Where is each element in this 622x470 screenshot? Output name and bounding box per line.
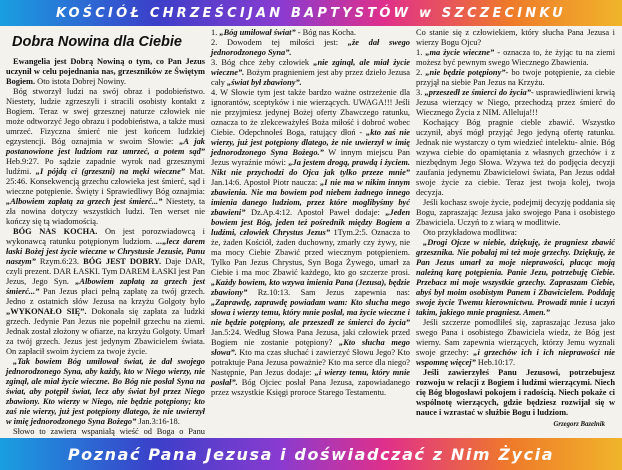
body-text: Oto istota Dobrej Nowiny. xyxy=(35,77,126,87)
body-text: 2. xyxy=(416,68,426,77)
body-text: Mat. 25:46. Konsekwencją grzechu człowieka jest śmierć, sąd i wieczne potępienie. Święty i Sprawiedliwy Bóg oznajmia: xyxy=(6,167,205,197)
body-text: Jan.3:16-18. xyxy=(136,417,180,427)
footer-slogan: Poznać Pana Jezusa i doświadczać z Nim Życia xyxy=(67,444,555,464)
article-heading: Dobra Nowina dla Ciebie xyxy=(12,34,182,50)
body-text: Bóg stworzył ludzi na swój obraz i podobieństwo. Niestety, ludzie zgrzeszyli i stracili osobisty kontakt z Bogiem. Teraz w swej grzesznej naturze człowiek nie może odtworzyć Jego obrazu i podobieństwa, a także musi umrzeć. Fizyczna śmierć nie jest końcem ludzkiej egzystencji. Bóg oznajmia w swoim Słowie: xyxy=(6,87,205,147)
body-text: Co stanie się z człowiekiem, który słucha Pana Jezusa i wierzy Bogu Ojcu? xyxy=(416,28,615,47)
emphasis-text: „Albowiem zapłatą za grzech jest śmierć...” xyxy=(6,277,205,297)
paragraph xyxy=(416,238,615,318)
body-text: Oto przykładowa modlitwa: xyxy=(423,228,517,237)
body-text: Heb.10:17. xyxy=(475,358,516,367)
body-text: Słowo to zawiera wspaniałą wieść od Boga o Panu xyxy=(13,427,205,437)
bold-text: Ewangelia jest Dobrą Nowiną o tym, co Pan Jezus uczynił w celu pojednania nas, grzeszników ze Świętym Bogiem. xyxy=(6,57,205,87)
body-text: 1. xyxy=(416,48,426,57)
paragraph xyxy=(416,228,615,238)
header-banner xyxy=(0,0,622,26)
body-text: Bożym pragnieniem jest aby przez dzieło Jezusa cały xyxy=(211,68,410,87)
body-text: Jeśli kochasz swoje życie, podejmij decyzję poddania się Bogu, zapraszając Jezusa jako swojego Pana i osobistego Zbawiciela. Uczyń to z wiarą w modlitwie. xyxy=(416,198,615,227)
emphasis-text: „Ja jestem drogą, prawdą i życiem. Nikt nie przychodzi do Ojca jak tylko przeze mnie” xyxy=(211,158,410,177)
body-text: Rzym.6:23. xyxy=(35,257,84,267)
column-3 xyxy=(416,28,615,436)
body-text: 1. xyxy=(211,28,220,37)
body-text: - usprawiedliwieni krwią Jezusa wierzący w Niego, przechodzą przez śmierć do Wiecznego Życia z NIM. Alleluja!!! xyxy=(416,88,615,117)
emphasis-text: „i grzechów ich i ich nieprawości nie wspomnę więcej” xyxy=(416,348,615,367)
emphasis-text: „nie zginął, ale miał życie wieczne”. xyxy=(211,58,410,77)
body-text: 4. W Słowie tym jest także bardzo ważne ostrzeżenie dla ignorantów, sceptyków i nie wierzących. UWAGA!!! Jeśli nie przyjmiesz jedynej Bożej oferty Zbawczego ratunku, oznacza to że zlekceważyłeś Boża miłość i dobroć wobec Ciebie. Odepchnołeś Boga, ratujący dłoń - xyxy=(211,88,410,137)
paragraph xyxy=(6,57,205,87)
body-text: Pan Jezus płaci pełną zapłatę za twój grzech. Jedno z ostatnich słów Jezusa na krzyżu Golgoty było xyxy=(6,287,205,307)
body-text: Bóg Ojciec posłał Pana Jezusa, zapowiadanego przez wszystkie Księgi proroce Starego Testamentu. xyxy=(211,378,410,397)
bold-text: Jeśli zawierzyłeś Panu Jezusowi, potrzebujesz rozwoju w relacji z Bogiem i ludźmi wierzącymi. Niech cię Bóg błogosławi pokojem i radością. Niech pokaże ci wspólnotę wierzących, gdzie będziesz rozwijał się w nauce i wzrastać w służbie Bogu i ludziom. xyxy=(416,368,615,417)
paragraph xyxy=(211,58,410,88)
paragraph xyxy=(416,368,615,418)
paragraph xyxy=(416,88,615,118)
body-text: W innym miejscu Pan Jezus wyraźnie mówi: xyxy=(211,148,410,167)
paragraph xyxy=(6,227,205,357)
emphasis-text: ...„lecz darem łaski Bożej jest życie wieczne w Chrystusie Jezusie, Panu naszym” xyxy=(6,237,205,267)
emphasis-text: „I nie ma w nikim innym zbawienia. Nie ma bowiem pod niebem żadnego innego imienia danego ludziom, przez które moglibyśmy być zbawieni” xyxy=(211,178,410,217)
emphasis-text: „Bóg umiłował świat” xyxy=(219,28,296,37)
body-text: On jest porozwiadowcą i wykonawcą ratunku potępionym ludziom. xyxy=(6,227,205,247)
column-1 xyxy=(6,28,205,436)
body-text: Jan.14:6. Apostoł Piotr naucza: xyxy=(211,178,321,187)
paragraph xyxy=(416,48,615,68)
emphasis-text: „kto zaś nie wierzy, już jest potępiony dlatego, że nie uwierzył w imię jednorodzonego Syna Bożego.” xyxy=(211,128,410,157)
emphasis-text: „Kto słucha mego słowa”. xyxy=(211,338,410,357)
body-text: 3. Bóg chce żeby człowiek xyxy=(211,58,314,67)
emphasis-text: „świat był zbawiony”. xyxy=(227,78,302,87)
body-text: Kto ma czas słuchać i zawierzyć Słowu Jego? Kto potraktuje Pana Jezusa poważnie? Kto ma serce dla niego? Następnie, Pan Jezus dodaje: xyxy=(211,348,410,377)
footer-banner xyxy=(0,438,622,470)
body-text: Rz.10:13. Sam Jezus zapewnia nas: xyxy=(247,288,410,297)
paragraph xyxy=(211,28,410,38)
emphasis-text: „I pójdą ci (grzeszni) na męki wieczne” xyxy=(35,167,185,177)
body-text: 3. xyxy=(416,88,425,97)
paragraph xyxy=(416,68,615,88)
emphasis-text: „Drogi Ojcze w niebie, dziękuję, że pragniesz zbawić grzesznika. Nie pobałaj mi też moje grzechy. Dziękuję, że Pan Jezus umarł za moje nieprawości, płacąc moją należną karę potępienia. Panie Jezu, potrzebuję Ciebie. Przebacz mi moje wszystkie grzechy. Zapraszam Ciebie, abyś był moim osobistym Panem i Zbawicielem. Poddaję swoje życie Twemu kierownictwu. Prowadź mnie i uczyń takim, jakiego mnie pragniesz. Amen.” xyxy=(416,238,615,317)
body-text: Dokonała się zapłata za ludzki grzech. Jedynie Pan Jezus nie popełnił grzechu na ziemi. Jednak został złożony w ofiarze, na krzyżu Golgoty. Umarł za twój grzech. Jezus jest jedynym Zbawicielem świata. On zapłacił swoim życiem za twoje życie. xyxy=(6,307,205,357)
bold-text: „WYKONAŁO SIĘ”. xyxy=(6,307,87,317)
paragraph xyxy=(211,88,410,398)
body-text: - oznacza to, że żyjąc tu na ziemi możesz być pewnym swego Wiecznego Zbawienia. xyxy=(416,48,616,67)
emphasis-text: „nie będzie potępiony” xyxy=(425,68,506,77)
body-text: - bo twoje potępienie, za ciebie przyjął na siebie Pan Jezus na Krzyżu. xyxy=(416,68,615,87)
bold-text: BÓG NAS KOCHA. xyxy=(13,227,98,237)
emphasis-text: „Albowiem zapłatą za grzech jest śmierć...” xyxy=(6,197,163,207)
column-2 xyxy=(211,28,410,436)
body-text: 1Tym.2:5. Oznacza to że, żaden Kościół, żaden duchowny, zmarły czy żywy, nie ma mocy Ciebie Zbawić przed wiecznym potępieniem. Tylko Pan Jezus Chrystus, Syn Boga Żywego, umarł za Ciebie i ma moc Zbawić każdego, kto go szczerze prosi. xyxy=(211,228,410,277)
body-text: Dz.Ap.4:12. Apostoł Paweł dodaje: xyxy=(245,208,386,217)
body-text: Jan.5:24. Według Słowa Pana Jezusa, jaki człowiek przed Bogiem nie zostanie potępiony? xyxy=(211,328,410,347)
paragraph xyxy=(416,118,615,198)
article-body xyxy=(6,28,616,436)
emphasis-text: „przeszedł ze śmierci do życia” xyxy=(424,88,531,97)
body-text: Kochający Bóg pragnie cieble zbawić. Wszystko uczynił, abyś mógł przyjąć Jego jedyną ofertę ratunku. Jednak nie wystarczy o tym wiedzieć intelektu- alnie. Bóg wzywa ciebie do opamiętania z własnych grzechów i z niezbędnym Jego Słowa. Wzywa też do podjęcia decyzji zaufania jedynemu Zbawicielowi świata, Pan Jezus oddał swoje życie za ciebie. Teraz jest twoja kolej, twoja decyzja. xyxy=(416,118,615,197)
author-signature: Grzegorz Bazelnik xyxy=(553,421,605,428)
paragraph xyxy=(416,198,615,228)
emphasis-text: „Zaprawdę, zaprawdę powiadam wam: Kto słucha mego słowa i wierzy temu, który mnie posłał, ma życie wieczne i nie będzie potępiony, ale przeszedł ze śmierci do życia” xyxy=(211,298,410,327)
body-text: Niestety, ta zła nowina dotyczy wszystkich ludzi. Ten werset nie kończy się tą wiadomością. xyxy=(6,197,205,227)
paragraph xyxy=(6,357,205,427)
body-text: Jeśli szczerze pomodliłeś się, zapraszając Jezusa jako swego Pana i osobistego Zbawiciela wiedz, że Bóg jest wierny. Sam zapewnia wierzących, którzy Jemu wyznali swoje grzechy: xyxy=(416,318,615,357)
emphasis-text: „Jeden bowiem jest Bóg, jeden też pośrednik między Bogiem a ludźmi, człowiek Chrystus Jezus” xyxy=(211,208,410,237)
emphasis-text: „ma życie wieczne” xyxy=(425,48,495,57)
emphasis-text: „i wierzy temu, który mnie posłał”. xyxy=(211,368,410,387)
bold-text: BÓG JEST DOBRY. xyxy=(83,257,162,267)
body-text: Daje DAR, czyli prezent. DAR ŁASKI. Tym DAREM ŁASKI jest Pan Jezus, Jego Syn. xyxy=(6,257,205,287)
church-title: KOŚCIÓŁ CHRZEŚCIJAN BAPTYSTÓW w SZCZECINKU xyxy=(56,5,566,21)
body-text: Heb.9:27. Po sądzie zapadnie wyrok nad grzesznymi ludźmi. xyxy=(6,157,205,177)
emphasis-text: „Każdy bowiem, kto wzywa imienia Pana (Jezusa), będzie zbawiony” xyxy=(211,278,410,297)
emphasis-text: „że dał swego jednorodzonego Syna”. xyxy=(211,38,410,57)
emphasis-text: „A jak postanowione jest ludziom raz umrzeć, a potem sąd” xyxy=(6,137,205,157)
paragraph xyxy=(416,318,615,368)
emphasis-text: „Tak bowiem Bóg umiłował świat, że dał swojego jednorodzonego Syna, aby każdy, kto w Niego wierzy, nie zginął, ale miał życie wieczne. Bo Bóg nie posłał Syna na świat, aby potępił świat, lecz aby świat był przez Niego zbawiony. Kto wierzy w Niego, nie będzie potępiony; kto zaś nie wierzy, już jest potępiony dlatego, że nie uwierzył w imię jednorodzonego Syna Bożego” xyxy=(6,357,205,427)
paragraph xyxy=(6,87,205,227)
paragraph xyxy=(416,28,615,48)
body-text: 2. Dowodem tej miłości jest: xyxy=(211,38,348,47)
body-text: - Bóg nas Kocha. xyxy=(295,28,356,37)
paragraph xyxy=(211,38,410,58)
